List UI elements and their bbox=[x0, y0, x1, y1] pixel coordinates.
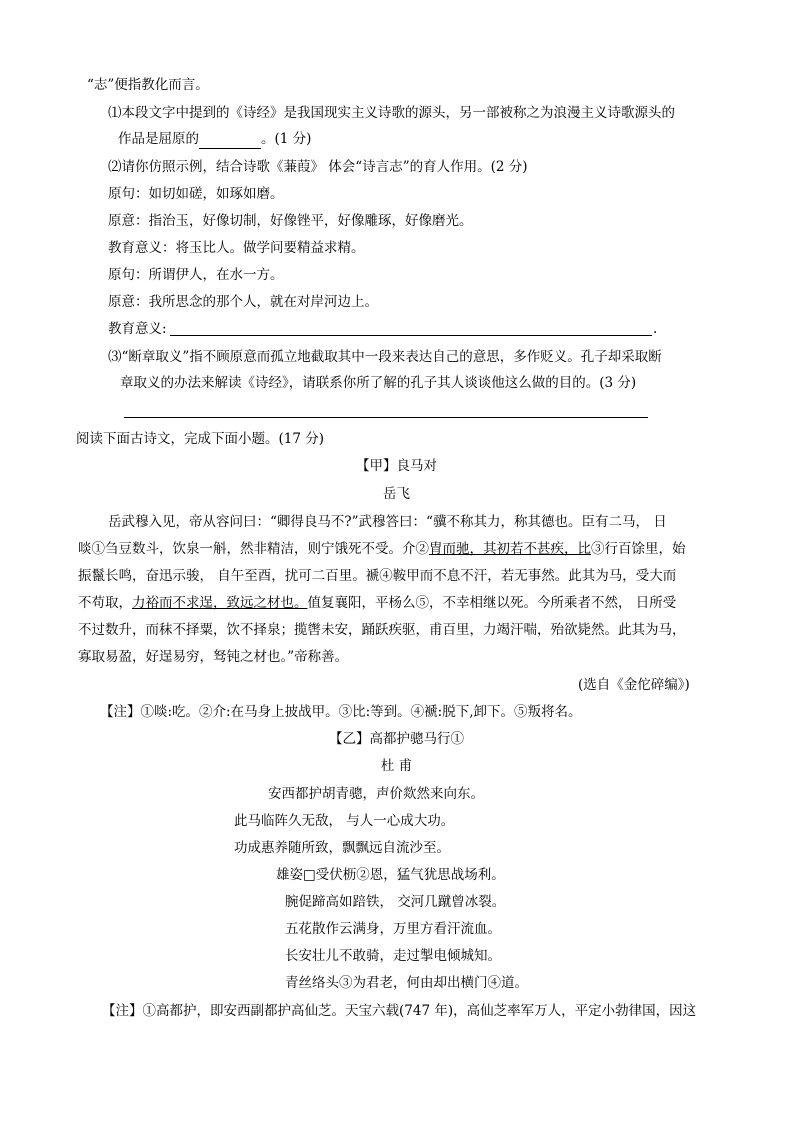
jia-paragraph-line-4 bbox=[78, 594, 676, 612]
yi-poem-line: 五花散作云满身，万里方看汗流血。 bbox=[285, 921, 501, 937]
yi-poem-line: 功成惠养随所致，飘飘远自流沙至。 bbox=[234, 840, 450, 856]
q3-line1: ⑶“断章取义”指不顾原意而孤立地截取其中一段来表达自己的意思，多作贬义。孔子却采取断 bbox=[108, 349, 662, 365]
yi-note: 【注】①高都护，即安西副都护高仙芝。天宝六载(747 年)，高仙芝率军万人，平定小勃律国，因这 bbox=[102, 1003, 697, 1019]
jia-author: 岳飞 bbox=[383, 486, 410, 502]
yi-poem-line: 青丝络头③为君老，何由却出横门④道。 bbox=[285, 975, 528, 991]
yi-poem-line: 腕促蹄高如踣铁， 交河几蹴曾冰裂。 bbox=[285, 894, 506, 910]
jia-p4-a: 不苟取， bbox=[78, 595, 132, 611]
q3-answer-line[interactable] bbox=[124, 417, 648, 418]
jia-paragraph-line-2 bbox=[78, 540, 686, 558]
q1-line1: ⑴本段文字中提到的《诗经》是我国现实主义诗歌的源头，另一部被称之为浪漫主义诗歌源头的 bbox=[108, 105, 675, 121]
q3-line2: 章取义的办法来解读《诗经》，请联系你所了解的孔子其人谈谈他这么做的目的。(3 分) bbox=[120, 375, 637, 391]
jia-p2-a: 啖①刍豆数斗，饮泉一斛，然非精洁，则宁饿死不受。介② bbox=[78, 541, 429, 557]
q1-line2-post: 。(1 分) bbox=[261, 131, 312, 147]
jia-paragraph-line-6: 寡取易盈，好逞易穷，驽钝之材也。”帝称善。 bbox=[78, 649, 349, 665]
q2-answer-line[interactable] bbox=[170, 335, 652, 336]
q1-answer-blank[interactable] bbox=[199, 130, 261, 149]
jia-p4-b: 值复襄阳，平杨么⑤，不幸相继以死。今所乘者不然， 日所受 bbox=[307, 595, 677, 611]
yi-author: 杜 甫 bbox=[380, 758, 413, 774]
yi-poem-line: 安西都护胡青骢，声价欻然来向东。 bbox=[268, 786, 484, 802]
jia-paragraph-line-5: 不过数升，而秣不择粟，饮不择泉；揽辔未安，踊跃疾驱，甫百里，力竭汗喘，殆欲毙然。此其为马， bbox=[78, 622, 686, 638]
q2-example-original: 原句：如切如磋，如琢如磨。 bbox=[108, 186, 284, 202]
yi-poem-line: 长安壮儿不敢骑，走过掣电倾城知。 bbox=[285, 948, 501, 964]
q2-question-meaning: 原意：我所思念的那个人，就在对岸河边上。 bbox=[108, 294, 378, 310]
jia-p4-underlined: 力裕而不求逞，致远之材也。 bbox=[132, 595, 308, 611]
yi-poem-line: 雄姿□受伏枥②恩，猛气犹思战场利。 bbox=[276, 867, 505, 883]
yi-title: 【乙】高都护骢马行① bbox=[329, 731, 464, 747]
intro-line: “志”便指教化而言。 bbox=[87, 77, 209, 93]
jia-title: 【甲】良马对 bbox=[356, 458, 437, 474]
q2-answer-end: . bbox=[653, 321, 658, 337]
jia-p2-underlined: 胄而驰，其初若不甚疾，比 bbox=[429, 541, 591, 557]
jia-paragraph-line-1: 岳武穆入见，帝从容问曰：“卿得良马不?”武穆答曰：“骥不称其力，称其德也。臣有二马， 日 bbox=[108, 514, 667, 530]
jia-source: (选自《金佗碎编》) bbox=[578, 677, 690, 693]
jia-note: 【注】①啖:吃。②介:在马身上披战甲。③比:等到。④褫:脱下,卸下。⑤叛将名。 bbox=[100, 704, 582, 720]
jia-paragraph-line-3: 振鬣长鸣，奋迅示骏， 自午至酉，扰可二百里。褫④鞍甲而不息不汗，若无事然。此其为马，受大而 bbox=[78, 568, 677, 584]
section-intro: 阅读下面古诗文，完成下面小题。(17 分) bbox=[76, 431, 325, 447]
q1-line2 bbox=[118, 130, 311, 149]
q1-line2-pre: 作品是屈原的 bbox=[118, 131, 199, 147]
q2-prompt: ⑵请你仿照示例，结合诗歌《蒹葭》 体会“诗言志”的育人作用。(2 分) bbox=[108, 159, 528, 175]
jia-p2-b: ③行百馀里，始 bbox=[591, 541, 686, 557]
q2-example-education: 教育意义：将玉比人。做学问要精益求精。 bbox=[108, 240, 365, 256]
q2-question-original: 原句：所谓伊人，在水一方。 bbox=[108, 267, 284, 283]
yi-poem-line: 此马临阵久无敌， 与人一心成大功。 bbox=[234, 813, 455, 829]
q2-question-education-label: 教育意义: bbox=[108, 321, 167, 337]
q2-example-meaning: 原意：指治玉，好像切制，好像锉平，好像雕琢，好像磨光。 bbox=[108, 213, 473, 229]
